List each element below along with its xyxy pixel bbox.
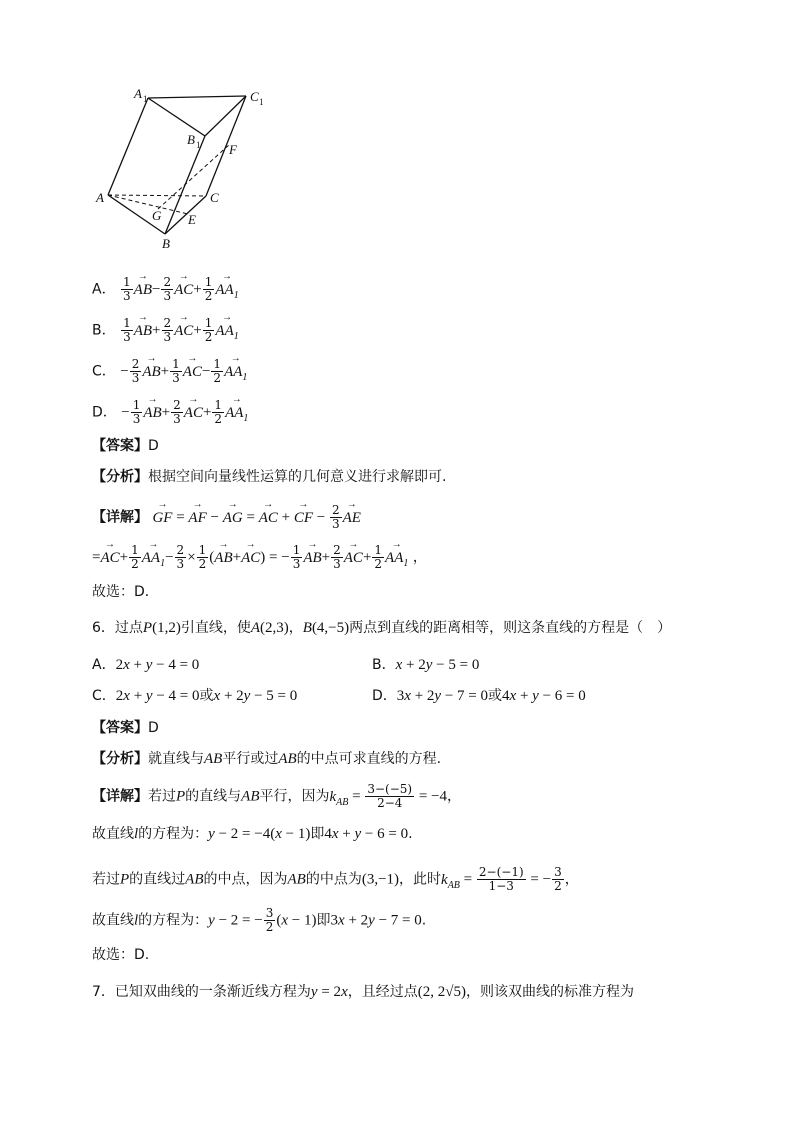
- q6-option-a[interactable]: A．2x + y − 4 = 0: [92, 657, 200, 673]
- q7-stem: 7．已知双曲线的一条渐近线方程为y = 2x，且经过点(2, 2√5)，则该双曲线的标准方程为: [92, 984, 634, 1000]
- label-C: C: [210, 190, 219, 205]
- label-C1-sub: 1: [259, 97, 264, 107]
- label-E: E: [188, 212, 196, 227]
- q5-detail-line2: =→ AC+ $\frac{1}{2}$ → $AA_1-$ $\frac{2}{3}$ × $\frac{1}{2}$ (→ AB+→ AC) = − $\frac{1}{3}$ → AB+ $\frac{2}{3}$ → AC+ $\frac{1}{2}$ → $AA_1$ ，: [92, 544, 427, 574]
- q6-analysis: 【分析】就直线与AB平行或过AB的中点可求直线的方程.: [92, 751, 442, 767]
- q6-answer: 【答案】D: [92, 720, 159, 736]
- q5-option-d[interactable]: D． − $\frac{1}{3}$ → AB+ $\frac{2}{3}$ → AC+ $\frac{1}{2}$ → $AA_1$: [92, 399, 248, 429]
- label-A1: A: [134, 86, 142, 101]
- q5-detail-line1: 【详解】 → GF = → AF − → AG = → AC + → CF − $\frac{2}{3}$ → AE: [92, 504, 361, 531]
- q5-option-a[interactable]: A． $\frac{1}{3}$ → AB− $\frac{2}{3}$ → AC+ $\frac{1}{2}$ → $AA_1$: [92, 276, 239, 306]
- q6-detail-2: 故直线l的方程为：y − 2 = −4(x − 1)即4x + y − 6 = 0.: [92, 826, 413, 842]
- prism-figure: [90, 84, 280, 254]
- q6-conclusion: 故选：D.: [92, 947, 150, 963]
- q5-conclusion: 故选：D．: [92, 584, 159, 600]
- label-B: B: [162, 236, 170, 251]
- q5-answer: 【答案】D: [92, 438, 159, 454]
- q6-option-d[interactable]: D．3x + 2y − 7 = 0或4x + y − 6 = 0: [372, 688, 586, 704]
- label-A: A: [96, 190, 104, 205]
- q6-detail-3: 若过P的直线过AB的中点，因为AB的中点为(3,−1)，此时$k_{AB}$ = $\frac{2-(-1)}{1-3}$ = − $\frac{3}{2}$ ，: [92, 865, 579, 893]
- q6-stem: 6．过点P(1,2)引直线，使A(2,3)，B(4,−5)两点到直线的距离相等，则这条直线的方程是（ ）: [92, 620, 672, 636]
- label-B1-sub: 1: [196, 140, 201, 150]
- label-F: F: [229, 142, 237, 157]
- label-A1-sub: 1: [143, 94, 148, 104]
- q6-option-b[interactable]: B．x + 2y − 5 = 0: [372, 657, 480, 673]
- q6-option-c[interactable]: C．2x + y − 4 = 0或x + 2y − 5 = 0: [92, 688, 298, 704]
- q5-option-c[interactable]: C． − $\frac{2}{3}$ → AB+ $\frac{1}{3}$ → AC− $\frac{1}{2}$ → $AA_1$: [92, 358, 247, 388]
- label-B1: B: [187, 132, 195, 147]
- q6-detail-4: 故直线l的方程为：y − 2 = − $\frac{3}{2}$ (x − 1)即3x + 2y − 7 = 0.: [92, 906, 427, 934]
- q6-detail-1: 【详解】若过P的直线与AB平行，因为$k_{AB}$ = $\frac{3-(-5)}{2-4}$ = −4，: [92, 782, 462, 810]
- q5-option-b[interactable]: B． $\frac{1}{3}$ → AB+ $\frac{2}{3}$ → AC+ $\frac{1}{2}$ → $AA_1$: [92, 317, 239, 347]
- label-C1: C: [250, 89, 259, 104]
- label-G: G: [152, 208, 162, 223]
- q5-analysis: 【分析】根据空间向量线性运算的几何意义进行求解即可.: [92, 469, 447, 485]
